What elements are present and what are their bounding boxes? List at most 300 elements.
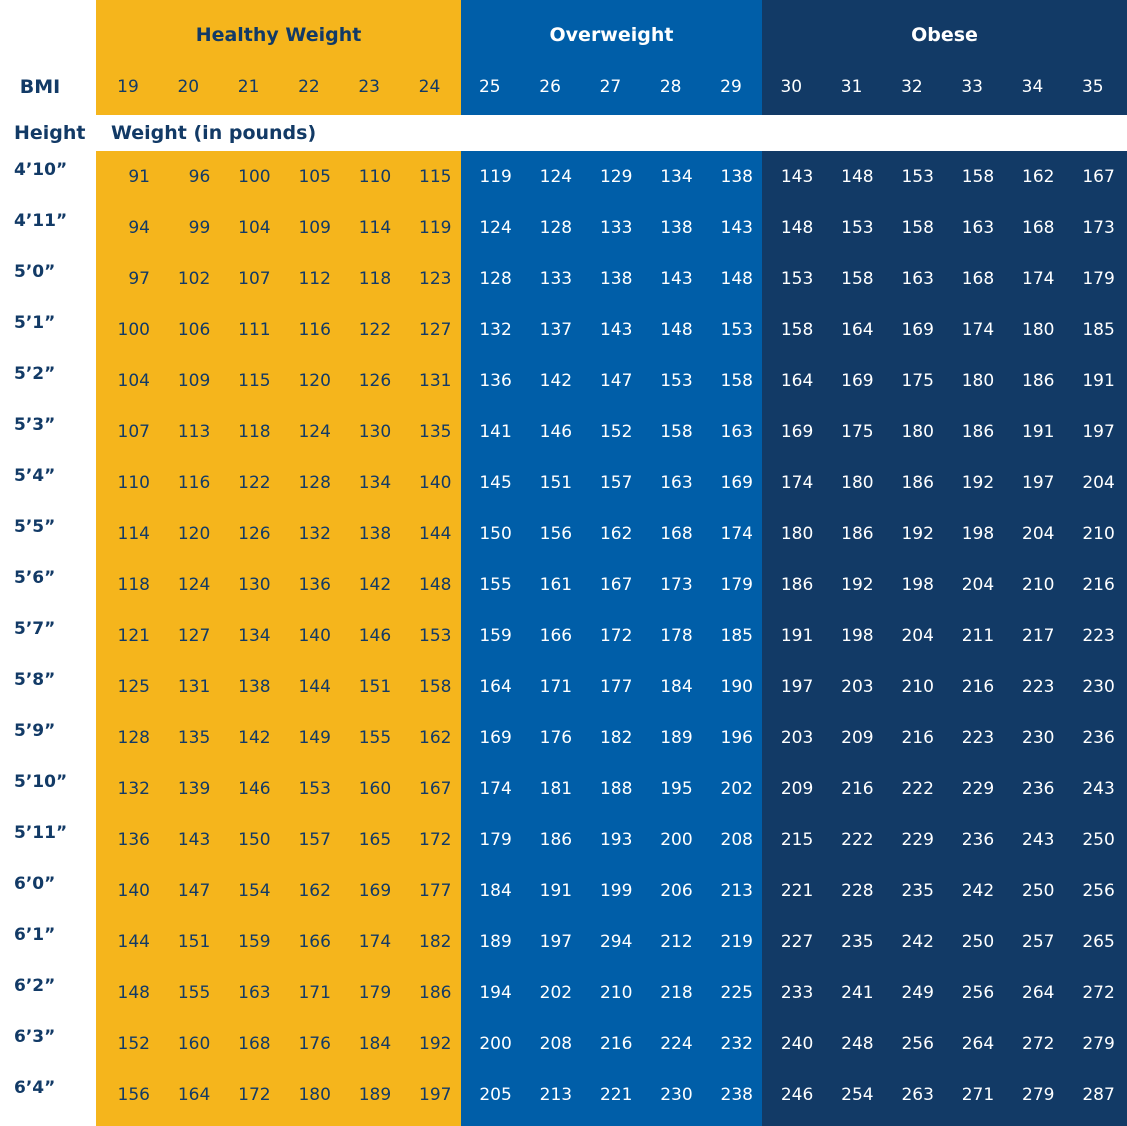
weight-cell: 186 xyxy=(1022,370,1055,391)
weight-cell: 182 xyxy=(419,931,452,952)
weight-cell: 100 xyxy=(117,319,150,340)
weight-cell: 182 xyxy=(599,727,633,748)
weight-cell: 249 xyxy=(901,982,934,1003)
bmi-value-20: 20 xyxy=(177,77,200,97)
weight-cell: 146 xyxy=(358,625,392,646)
weight-cell: 192 xyxy=(841,574,874,595)
weight-cell: 185 xyxy=(720,625,753,646)
bmi-row-label: BMI xyxy=(19,76,61,98)
weight-cell: 225 xyxy=(720,982,753,1003)
weight-cell: 153 xyxy=(660,370,693,391)
weight-cell: 191 xyxy=(780,625,814,646)
weight-cell: 257 xyxy=(1022,931,1055,952)
weight-cell: 114 xyxy=(358,217,392,238)
weight-cell: 194 xyxy=(479,982,512,1003)
weight-cell: 191 xyxy=(1022,421,1055,442)
weight-cell: 227 xyxy=(780,931,814,952)
weight-cell: 158 xyxy=(720,370,753,391)
weight-cell: 116 xyxy=(298,319,331,340)
weight-cell: 179 xyxy=(358,982,392,1003)
weight-cell: 138 xyxy=(358,523,392,544)
weight-cell: 146 xyxy=(539,421,573,442)
weight-cell: 180 xyxy=(1022,319,1055,340)
weight-cell: 127 xyxy=(419,319,452,340)
weight-cell: 168 xyxy=(1022,217,1055,238)
weight-cell: 133 xyxy=(539,268,573,289)
weight-cell: 264 xyxy=(1022,982,1055,1003)
height-column-label: Height xyxy=(14,122,86,144)
weight-cell: 203 xyxy=(841,676,874,697)
weight-cell: 116 xyxy=(177,472,211,493)
weight-cell: 97 xyxy=(128,268,150,289)
weight-cell: 175 xyxy=(841,421,874,442)
weight-cell: 156 xyxy=(117,1084,150,1105)
weight-cell: 195 xyxy=(660,778,693,799)
weight-cell: 138 xyxy=(720,166,753,187)
weight-cell: 221 xyxy=(780,880,814,901)
weight-cell: 242 xyxy=(961,880,995,901)
weight-cell: 132 xyxy=(298,523,331,544)
weight-cell: 133 xyxy=(599,217,633,238)
weight-cell: 128 xyxy=(298,472,331,493)
weight-cell: 163 xyxy=(238,982,271,1003)
weight-cell: 128 xyxy=(117,727,150,748)
weight-cell: 246 xyxy=(780,1084,814,1105)
weight-cell: 158 xyxy=(961,166,995,187)
weight-cell: 151 xyxy=(539,472,573,493)
weight-cell: 216 xyxy=(599,1033,633,1054)
weight-cell: 221 xyxy=(599,1084,633,1105)
weight-cell: 111 xyxy=(238,319,271,340)
weight-cell: 163 xyxy=(901,268,934,289)
category-healthy-weight: Healthy Weight xyxy=(195,24,362,46)
weight-cell: 153 xyxy=(780,268,814,289)
weight-cell: 169 xyxy=(358,880,392,901)
weight-cell: 233 xyxy=(780,982,814,1003)
weight-cell: 142 xyxy=(358,574,392,595)
bmi-value-32: 32 xyxy=(901,77,923,97)
weight-cell: 209 xyxy=(841,727,874,748)
weight-cell: 229 xyxy=(961,778,995,799)
weight-cell: 162 xyxy=(419,727,452,748)
category-obese: Obese xyxy=(911,24,978,46)
weight-cell: 172 xyxy=(599,625,633,646)
weight-cell: 171 xyxy=(539,676,573,697)
weight-cell: 160 xyxy=(177,1033,211,1054)
weight-cell: 230 xyxy=(1022,727,1055,748)
weight-cell: 137 xyxy=(539,319,573,340)
bmi-value-33: 33 xyxy=(961,77,983,97)
height-label: 6’3” xyxy=(14,1026,56,1047)
weight-cell: 153 xyxy=(298,778,331,799)
weight-cell: 228 xyxy=(841,880,874,901)
weight-cell: 139 xyxy=(177,778,211,799)
weight-cell: 120 xyxy=(298,370,331,391)
weight-cell: 134 xyxy=(358,472,392,493)
weight-cell: 190 xyxy=(720,676,753,697)
weight-cell: 107 xyxy=(238,268,271,289)
weight-cell: 138 xyxy=(238,676,271,697)
weight-cell: 99 xyxy=(188,217,211,238)
height-label: 5’11” xyxy=(14,822,68,843)
weight-cell: 248 xyxy=(841,1033,874,1054)
weight-cell: 114 xyxy=(117,523,150,544)
weight-cell: 179 xyxy=(720,574,753,595)
weight-cell: 146 xyxy=(238,778,271,799)
weight-cell: 167 xyxy=(1082,166,1115,187)
weight-cell: 243 xyxy=(1082,778,1115,799)
weight-cell: 164 xyxy=(177,1084,211,1105)
weight-cell: 172 xyxy=(238,1084,271,1105)
weight-cell: 205 xyxy=(479,1084,512,1105)
weight-cell: 122 xyxy=(358,319,392,340)
weight-cell: 148 xyxy=(660,319,693,340)
weight-cell: 263 xyxy=(901,1084,934,1105)
weight-cell: 136 xyxy=(117,829,150,850)
weight-cell: 198 xyxy=(841,625,874,646)
weight-cell: 119 xyxy=(479,166,512,187)
weight-cell: 197 xyxy=(1022,472,1055,493)
bmi-value-31: 31 xyxy=(840,77,863,97)
weight-cell: 217 xyxy=(1022,625,1055,646)
weight-cell: 125 xyxy=(117,676,150,697)
weight-cell: 167 xyxy=(599,574,633,595)
weight-cell: 204 xyxy=(1022,523,1055,544)
weight-cell: 122 xyxy=(238,472,271,493)
weight-cell: 184 xyxy=(479,880,512,901)
weight-cell: 180 xyxy=(901,421,934,442)
weight-cell: 211 xyxy=(961,625,995,646)
weight-cell: 178 xyxy=(660,625,693,646)
weight-cell: 152 xyxy=(599,421,633,442)
weight-cell: 164 xyxy=(780,370,814,391)
weight-cell: 192 xyxy=(961,472,995,493)
weight-cell: 104 xyxy=(117,370,150,391)
weight-cell: 149 xyxy=(298,727,331,748)
bmi-value-28: 28 xyxy=(659,77,682,97)
weight-cell: 140 xyxy=(419,472,452,493)
category-overweight: Overweight xyxy=(549,24,674,46)
weight-cell: 176 xyxy=(539,727,573,748)
weight-cell: 166 xyxy=(539,625,573,646)
weight-cell: 132 xyxy=(479,319,512,340)
weight-cell: 208 xyxy=(720,829,753,850)
weight-cell: 138 xyxy=(660,217,693,238)
weight-cell: 138 xyxy=(599,268,633,289)
weight-cell: 179 xyxy=(479,829,512,850)
weight-cell: 250 xyxy=(1082,829,1115,850)
weight-cell: 236 xyxy=(1022,778,1055,799)
weight-cell: 222 xyxy=(841,829,874,850)
weight-cell: 109 xyxy=(177,370,211,391)
weight-cell: 198 xyxy=(901,574,934,595)
weight-cell: 197 xyxy=(1082,421,1115,442)
weight-cell: 196 xyxy=(720,727,753,748)
height-label: 5’7” xyxy=(14,618,56,639)
weight-cell: 210 xyxy=(1082,523,1115,544)
weight-cell: 158 xyxy=(660,421,693,442)
weight-cell: 115 xyxy=(238,370,271,391)
weight-cell: 200 xyxy=(479,1033,512,1054)
bmi-value-19: 19 xyxy=(117,77,139,97)
weight-cell: 107 xyxy=(117,421,150,442)
height-label: 6’1” xyxy=(14,924,56,945)
weight-cell: 180 xyxy=(841,472,874,493)
weight-cell: 240 xyxy=(780,1033,814,1054)
weight-cell: 109 xyxy=(298,217,331,238)
weight-cell: 180 xyxy=(780,523,814,544)
weight-cell: 204 xyxy=(1082,472,1115,493)
weight-cell: 184 xyxy=(660,676,693,697)
weight-cell: 155 xyxy=(479,574,512,595)
weight-cell: 174 xyxy=(1022,268,1055,289)
weight-cell: 136 xyxy=(298,574,331,595)
weight-cell: 216 xyxy=(901,727,934,748)
weight-cell: 118 xyxy=(238,421,271,442)
height-label: 5’5” xyxy=(14,516,56,537)
weight-cell: 158 xyxy=(901,217,934,238)
weight-cell: 174 xyxy=(720,523,753,544)
weight-cell: 134 xyxy=(660,166,693,187)
height-label: 5’10” xyxy=(14,771,68,792)
weight-cell: 229 xyxy=(901,829,934,850)
weight-cell: 121 xyxy=(117,625,150,646)
weight-cell: 294 xyxy=(599,931,633,952)
weight-cell: 131 xyxy=(419,370,452,391)
weight-cell: 199 xyxy=(599,880,633,901)
weight-cell: 186 xyxy=(901,472,934,493)
weight-cell: 124 xyxy=(539,166,573,187)
weight-cell: 213 xyxy=(539,1084,573,1105)
weight-cell: 151 xyxy=(358,676,392,697)
weight-cell: 144 xyxy=(117,931,150,952)
weight-cell: 265 xyxy=(1082,931,1115,952)
weight-cell: 191 xyxy=(539,880,573,901)
weight-cell: 162 xyxy=(1022,166,1055,187)
weight-cell: 128 xyxy=(479,268,512,289)
weight-cell: 198 xyxy=(961,523,995,544)
weight-cell: 105 xyxy=(298,166,331,187)
weight-cell: 140 xyxy=(298,625,331,646)
weight-cell: 287 xyxy=(1082,1084,1115,1105)
weight-cell: 185 xyxy=(1082,319,1115,340)
weight-cell: 197 xyxy=(419,1084,452,1105)
weight-cell: 174 xyxy=(479,778,512,799)
weight-cell: 104 xyxy=(238,217,271,238)
height-label: 5’0” xyxy=(14,261,56,282)
weight-cell: 223 xyxy=(1022,676,1055,697)
weight-cell: 147 xyxy=(177,880,211,901)
weight-cell: 91 xyxy=(128,166,150,187)
weight-cell: 158 xyxy=(841,268,874,289)
weight-cell: 216 xyxy=(1082,574,1115,595)
weight-cell: 256 xyxy=(901,1033,934,1054)
bmi-value-25: 25 xyxy=(478,77,501,97)
weight-cell: 216 xyxy=(961,676,995,697)
weight-cell: 148 xyxy=(419,574,452,595)
weight-cell: 119 xyxy=(419,217,452,238)
weight-cell: 256 xyxy=(1082,880,1115,901)
weight-cell: 148 xyxy=(117,982,150,1003)
weight-cell: 271 xyxy=(961,1084,995,1105)
weight-cell: 250 xyxy=(961,931,995,952)
weight-cell: 193 xyxy=(599,829,633,850)
weight-cell: 135 xyxy=(177,727,211,748)
weight-cell: 222 xyxy=(901,778,934,799)
weight-cell: 204 xyxy=(961,574,995,595)
weight-cell: 224 xyxy=(660,1033,693,1054)
weight-cell: 123 xyxy=(419,268,452,289)
weight-cell: 173 xyxy=(660,574,693,595)
height-label: 6’4” xyxy=(14,1077,56,1098)
weight-cell: 216 xyxy=(841,778,874,799)
weight-cell: 230 xyxy=(1082,676,1115,697)
weight-cell: 169 xyxy=(780,421,814,442)
weight-cell: 254 xyxy=(841,1084,874,1105)
weight-cell: 210 xyxy=(901,676,934,697)
weight-cell: 163 xyxy=(720,421,753,442)
weight-cell: 124 xyxy=(479,217,512,238)
height-label: 5’9” xyxy=(14,720,56,741)
weight-cell: 200 xyxy=(660,829,693,850)
weight-cell: 130 xyxy=(358,421,392,442)
weight-cell: 140 xyxy=(117,880,150,901)
weight-cell: 242 xyxy=(901,931,934,952)
height-label: 5’1” xyxy=(14,312,56,333)
bmi-value-22: 22 xyxy=(298,77,320,97)
weight-cell: 144 xyxy=(419,523,452,544)
weight-cell: 168 xyxy=(238,1033,271,1054)
weight-cell: 168 xyxy=(961,268,995,289)
weight-cell: 163 xyxy=(961,217,995,238)
weight-cell: 238 xyxy=(720,1084,753,1105)
weight-cell: 151 xyxy=(177,931,211,952)
weight-cell: 197 xyxy=(539,931,573,952)
height-label: 4’11” xyxy=(14,210,68,231)
bmi-value-35: 35 xyxy=(1081,77,1104,97)
weight-cell: 177 xyxy=(599,676,633,697)
weight-cell: 192 xyxy=(901,523,934,544)
weight-cell: 169 xyxy=(720,472,753,493)
weight-cell: 236 xyxy=(961,829,995,850)
weight-cell: 124 xyxy=(177,574,211,595)
weight-cell: 168 xyxy=(660,523,693,544)
weight-cell: 153 xyxy=(841,217,874,238)
weight-cell: 230 xyxy=(660,1084,693,1105)
weight-cell: 155 xyxy=(358,727,392,748)
weight-cell: 202 xyxy=(720,778,753,799)
weight-cell: 197 xyxy=(780,676,814,697)
weight-cell: 157 xyxy=(298,829,331,850)
weight-cell: 112 xyxy=(298,268,331,289)
weight-cell: 154 xyxy=(238,880,271,901)
weight-cell: 161 xyxy=(539,574,573,595)
weight-cell: 135 xyxy=(419,421,452,442)
weight-cell: 191 xyxy=(1082,370,1115,391)
weight-cell: 169 xyxy=(479,727,512,748)
weight-cell: 176 xyxy=(298,1033,331,1054)
weight-cell: 175 xyxy=(901,370,934,391)
weight-cell: 143 xyxy=(599,319,633,340)
weight-cell: 165 xyxy=(358,829,392,850)
weight-cell: 279 xyxy=(1022,1084,1055,1105)
weight-cell: 173 xyxy=(1082,217,1115,238)
bmi-value-34: 34 xyxy=(1021,77,1044,97)
weight-cell: 279 xyxy=(1082,1033,1115,1054)
weight-cell: 186 xyxy=(780,574,814,595)
weight-cell: 192 xyxy=(419,1033,452,1054)
weight-cell: 179 xyxy=(1082,268,1115,289)
weight-cell: 174 xyxy=(961,319,995,340)
weight-cell: 204 xyxy=(901,625,934,646)
height-label: 5’4” xyxy=(14,465,56,486)
weight-cell: 147 xyxy=(599,370,633,391)
weight-cell: 118 xyxy=(117,574,150,595)
weight-cell: 106 xyxy=(177,319,211,340)
weight-cell: 162 xyxy=(298,880,331,901)
weight-unit-label: Weight (in pounds) xyxy=(111,122,317,144)
weight-cell: 186 xyxy=(961,421,995,442)
weight-cell: 206 xyxy=(660,880,693,901)
weight-cell: 235 xyxy=(901,880,934,901)
weight-cell: 160 xyxy=(358,778,392,799)
weight-cell: 188 xyxy=(599,778,633,799)
weight-cell: 172 xyxy=(419,829,452,850)
height-label: 5’8” xyxy=(14,669,56,690)
weight-cell: 157 xyxy=(599,472,633,493)
weight-cell: 158 xyxy=(780,319,814,340)
weight-cell: 143 xyxy=(720,217,753,238)
weight-cell: 127 xyxy=(177,625,211,646)
weight-cell: 132 xyxy=(117,778,150,799)
weight-cell: 186 xyxy=(841,523,874,544)
weight-cell: 141 xyxy=(479,421,512,442)
weight-cell: 142 xyxy=(539,370,573,391)
weight-cell: 189 xyxy=(660,727,693,748)
weight-cell: 100 xyxy=(238,166,271,187)
weight-cell: 189 xyxy=(479,931,512,952)
weight-cell: 189 xyxy=(358,1084,392,1105)
weight-cell: 174 xyxy=(358,931,392,952)
weight-cell: 223 xyxy=(961,727,995,748)
weight-cell: 256 xyxy=(961,982,995,1003)
weight-cell: 130 xyxy=(238,574,271,595)
weight-cell: 162 xyxy=(599,523,633,544)
weight-cell: 120 xyxy=(177,523,211,544)
weight-cell: 210 xyxy=(599,982,633,1003)
weight-cell: 163 xyxy=(660,472,693,493)
weight-cell: 153 xyxy=(419,625,452,646)
height-label: 6’2” xyxy=(14,975,56,996)
weight-cell: 148 xyxy=(780,217,814,238)
weight-cell: 209 xyxy=(780,778,814,799)
weight-cell: 184 xyxy=(358,1033,392,1054)
weight-cell: 218 xyxy=(660,982,693,1003)
bmi-value-24: 24 xyxy=(418,77,441,97)
weight-cell: 143 xyxy=(660,268,693,289)
bmi-value-30: 30 xyxy=(780,77,803,97)
weight-cell: 171 xyxy=(298,982,331,1003)
weight-cell: 264 xyxy=(961,1033,995,1054)
weight-cell: 203 xyxy=(780,727,814,748)
weight-cell: 272 xyxy=(1082,982,1115,1003)
weight-cell: 155 xyxy=(177,982,211,1003)
weight-cell: 236 xyxy=(1082,727,1115,748)
weight-cell: 186 xyxy=(539,829,573,850)
weight-cell: 150 xyxy=(479,523,512,544)
weight-cell: 235 xyxy=(841,931,874,952)
weight-cell: 167 xyxy=(419,778,452,799)
